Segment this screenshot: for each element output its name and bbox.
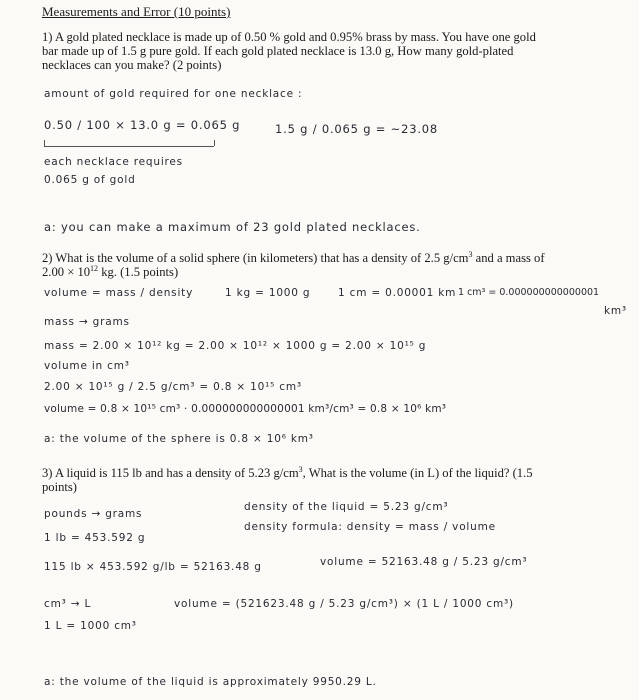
q3-sup-3: 3 [298,464,303,474]
q1-work-line-3: 1.5 g / 0.065 g = ~23.08 [275,122,439,136]
q2-work-line-1: volume = mass / density [44,287,194,299]
q2-work-line-2: 1 kg = 1000 g [225,287,311,299]
q2-sup-3: 3 [468,249,473,259]
q2-work-line-8: volume in cm³ [44,360,130,372]
q2-work-line-4: 1 cm³ = 0.000000000000001 [458,287,600,298]
q1-work-line-1: amount of gold required for one necklace : [44,88,303,100]
q1-bracket-line [44,146,214,147]
q2-work-line-9: 2.00 × 10¹⁵ g / 2.5 g/cm³ = 0.8 × 10¹⁵ cm³ [44,381,302,393]
q2-text-c: kg. (1.5 points) [98,265,179,279]
q3-answer: a: the volume of the liquid is approximately 9950.29 L. [44,676,377,688]
q3-work-line-2: 1 lb = 453.592 g [44,532,146,544]
q2-answer: a: the volume of the sphere is 0.8 × 10⁶ km³ [44,433,314,445]
q2-work-line-3: 1 cm = 0.00001 km [338,287,457,299]
q2-work-line-10: volume = 0.8 × 10¹⁵ cm³ · 0.000000000000001 km³/cm³ = 0.8 × 10⁶ km³ [44,403,447,415]
question-1-text: 1) A gold plated necklace is made up of 0.50 % gold and 0.95% brass by mass. You have one gold bar made up of 1.5 g pure gold. If each gold plated necklace is 13.0 g, How many gold-plated necklaces can you make? (2 points) [42,30,536,72]
q3-work-line-9: volume = (521623.48 g / 5.23 g/cm³) × (1 L / 1000 cm³) [174,598,514,610]
q2-text-b: and a mass of 2.00 × 10 [42,251,545,279]
q3-work-line-3: density of the liquid = 5.23 g/cm³ [244,501,449,513]
q3-text-b: , What is the volume (in L) of the liquid? (1.5 points) [42,466,533,494]
q1-bracket-left [44,140,45,146]
q3-work-line-5: 115 lb × 453.592 g/lb = 52163.48 g [44,561,262,573]
q3-text-a: 3) A liquid is 115 lb and has a density of 5.23 g/cm [42,466,299,480]
q3-work-line-4: density formula: density = mass / volume [244,521,496,533]
question-2-text [42,251,562,279]
q2-work-line-5: km³ [604,305,627,317]
q1-work-line-2: 0.50 / 100 × 13.0 g = 0.065 g [44,118,241,132]
q2-text-a: 2) What is the volume of a solid sphere (in kilometers) that has a density of 2.5 g/cm [42,251,469,265]
page-title: Measurements and Error (10 points) [42,4,231,19]
q1-work-line-4: each necklace requires [44,156,183,168]
q3-work-line-7: cm³ → L [44,598,92,610]
q2-sup-12: 12 [90,263,99,273]
q1-bracket-right [214,140,215,146]
q2-work-line-6: mass → grams [44,316,130,328]
question-3-text [42,466,562,494]
q3-work-line-6: volume = 52163.48 g / 5.23 g/cm³ [320,556,528,568]
q1-answer: a: you can make a maximum of 23 gold plated necklaces. [44,220,421,234]
q1-work-line-5: 0.065 g of gold [44,174,136,186]
q3-work-line-1: pounds → grams [44,508,143,520]
q2-work-line-7: mass = 2.00 × 10¹² kg = 2.00 × 10¹² × 1000 g = 2.00 × 10¹⁵ g [44,340,427,352]
q3-work-line-8: 1 L = 1000 cm³ [44,620,137,632]
